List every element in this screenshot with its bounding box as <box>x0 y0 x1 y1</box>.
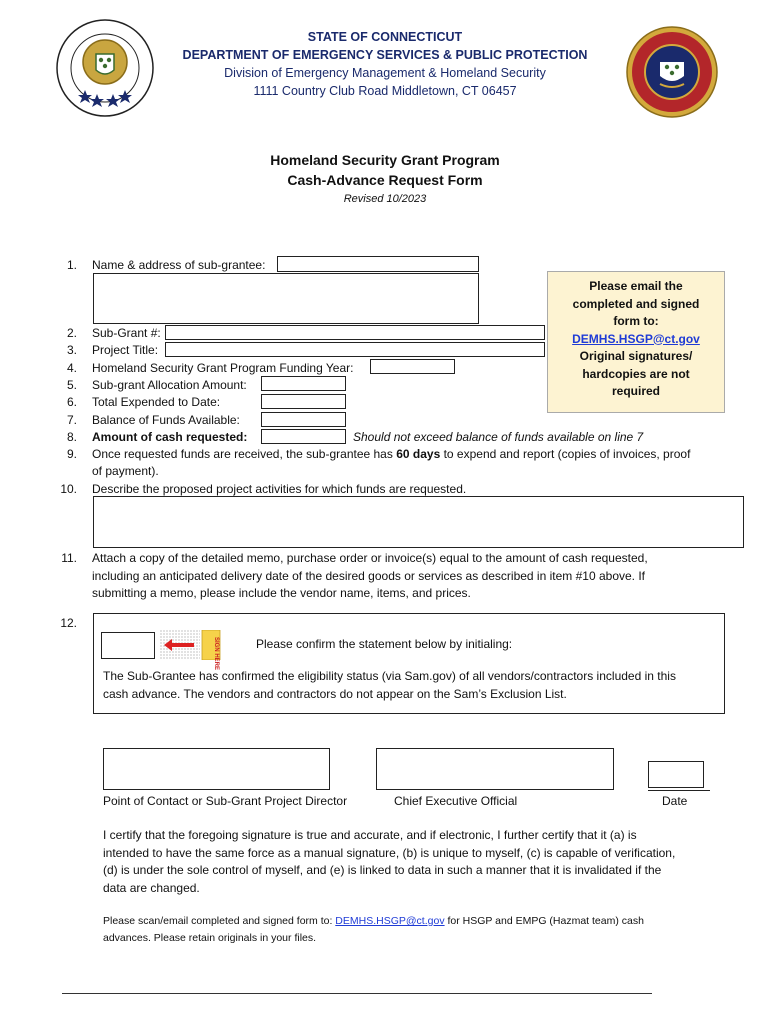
cash-requested-field[interactable] <box>261 429 346 444</box>
subgrant-number-field[interactable] <box>165 325 545 340</box>
sign-here-flag <box>160 630 222 660</box>
item-text-continued: of payment). <box>92 464 159 478</box>
footer-email-link[interactable]: DEMHS.HSGP@ct.gov <box>335 915 445 927</box>
item-number: 7. <box>66 413 77 427</box>
cert-line: (d) is under the sole control of myself, and (e) is linked to data in such a manner that it is invalidated if the <box>103 863 662 877</box>
allocation-amount-field[interactable] <box>261 376 346 391</box>
item-text-60-days <box>92 446 690 464</box>
date-field[interactable] <box>648 761 704 788</box>
item-number: 5. <box>66 378 77 392</box>
item-label-expended: Total Expended to Date: <box>92 395 221 409</box>
item-number: 3. <box>66 343 77 357</box>
project-title-field[interactable] <box>165 342 545 357</box>
item-label-project-title: Project Title: <box>92 343 159 357</box>
item-number: 2. <box>66 326 77 340</box>
item-text-attach: submitting a memo, please include the vendor name, items, and prices. <box>92 586 471 600</box>
header-department: DEPARTMENT OF EMERGENCY SERVICES & PUBLIC PROTECTION <box>182 48 588 62</box>
header-state: STATE OF CONNECTICUT <box>307 30 463 44</box>
name-field[interactable] <box>277 256 479 272</box>
funding-year-field[interactable] <box>370 359 455 374</box>
item-number: 1. <box>66 258 77 272</box>
form-title: Homeland Security Grant Program <box>270 152 500 168</box>
item-text-attach: Attach a copy of the detailed memo, purchase order or invoice(s) equal to the amount of cash requested, <box>92 551 648 565</box>
form-revised: Revised 10/2023 <box>343 193 427 205</box>
cert-line: intended to have the same force as a manual signature, (b) is unique to myself, (c) is capable of verification, <box>103 845 676 860</box>
date-label: Date <box>662 794 688 808</box>
footer-text: for HSGP and EMPG (Hazmat team) cash <box>444 915 644 927</box>
footer-instructions <box>103 913 644 947</box>
item-number: 8. <box>66 430 77 444</box>
item-number: 4. <box>66 361 77 375</box>
item-label-describe: Describe the proposed project activities for which funds are requested. <box>92 482 467 496</box>
text-part: Once requested funds are received, the sub-grantee has <box>92 447 397 461</box>
item-number: 11. <box>61 551 77 565</box>
ceo-signature-field[interactable] <box>376 748 614 790</box>
header-division: Division of Emergency Management & Homeland Security <box>224 66 546 80</box>
balance-field[interactable] <box>261 412 346 427</box>
note-line: Please email the <box>589 279 683 293</box>
item-label-subgrant-number: Sub-Grant #: <box>92 326 161 340</box>
cert-line: I certify that the foregoing signature is true and accurate, and if electronic, I further certify that it (a) is <box>103 828 637 842</box>
item-label-name-address: Name & address of sub-grantee: <box>92 258 266 272</box>
left-seal-logo <box>55 18 155 118</box>
email-note-box <box>547 271 725 413</box>
item-number: 6. <box>66 395 77 409</box>
item-text-attach: including an anticipated delivery date of the desired goods or services as described in item #10 above. If <box>92 569 645 583</box>
item-number: 9. <box>66 447 77 461</box>
cash-requested-note: Should not exceed balance of funds available on line 7 <box>353 430 644 444</box>
sign-here-label <box>213 637 219 653</box>
item-label-cash-requested: Amount of cash requested: <box>92 430 248 444</box>
item-label-allocation: Sub-grant Allocation Amount: <box>92 378 247 392</box>
ceo-signature-label: Chief Executive Official <box>394 794 518 808</box>
initials-field[interactable] <box>101 632 155 659</box>
expended-field[interactable] <box>261 394 346 409</box>
note-line: Original signatures/ <box>579 349 693 363</box>
note-line: hardcopies are not <box>582 366 690 381</box>
project-description-field[interactable] <box>93 496 744 548</box>
note-line: required <box>611 384 660 398</box>
item-number: 10. <box>60 482 77 496</box>
text-bold-part: 60 days <box>396 447 441 461</box>
text-part: to expend and report (copies of invoices, proof <box>440 447 691 461</box>
header-address: 1111 Country Club Road Middletown, CT 06457 <box>253 84 517 98</box>
cert-line: data are changed. <box>103 880 200 895</box>
certification-text <box>103 827 675 897</box>
address-field[interactable] <box>93 273 479 324</box>
right-seal-logo <box>626 26 718 118</box>
confirm-statement: The Sub-Grantee has confirmed the eligibility status (via Sam.gov) of all vendors/contractors included in this <box>103 669 676 683</box>
item-label-balance: Balance of Funds Available: <box>92 413 240 427</box>
item-label-funding-year: Homeland Security Grant Program Funding Year: <box>92 361 354 375</box>
footer-text: Please scan/email completed and signed form to: <box>103 915 336 927</box>
contact-signature-label: Point of Contact or Sub-Grant Project Director <box>103 794 348 808</box>
item-number: 12. <box>60 616 77 630</box>
confirm-statement: cash advance. The vendors and contractors do not appear on the Sam’s Exclusion List. <box>103 687 567 701</box>
contact-signature-field[interactable] <box>103 748 330 790</box>
date-underline <box>648 790 710 791</box>
footer-text: advances. Please retain originals in your files. <box>103 932 317 944</box>
note-line: completed and signed <box>572 296 700 311</box>
confirm-instruction: Please confirm the statement below by initialing: <box>256 637 513 651</box>
note-email-link[interactable]: DEMHS.HSGP@ct.gov <box>572 331 700 346</box>
footer-rule <box>62 993 652 994</box>
note-line: form to: <box>613 314 659 328</box>
form-subtitle: Cash-Advance Request Form <box>287 172 483 188</box>
